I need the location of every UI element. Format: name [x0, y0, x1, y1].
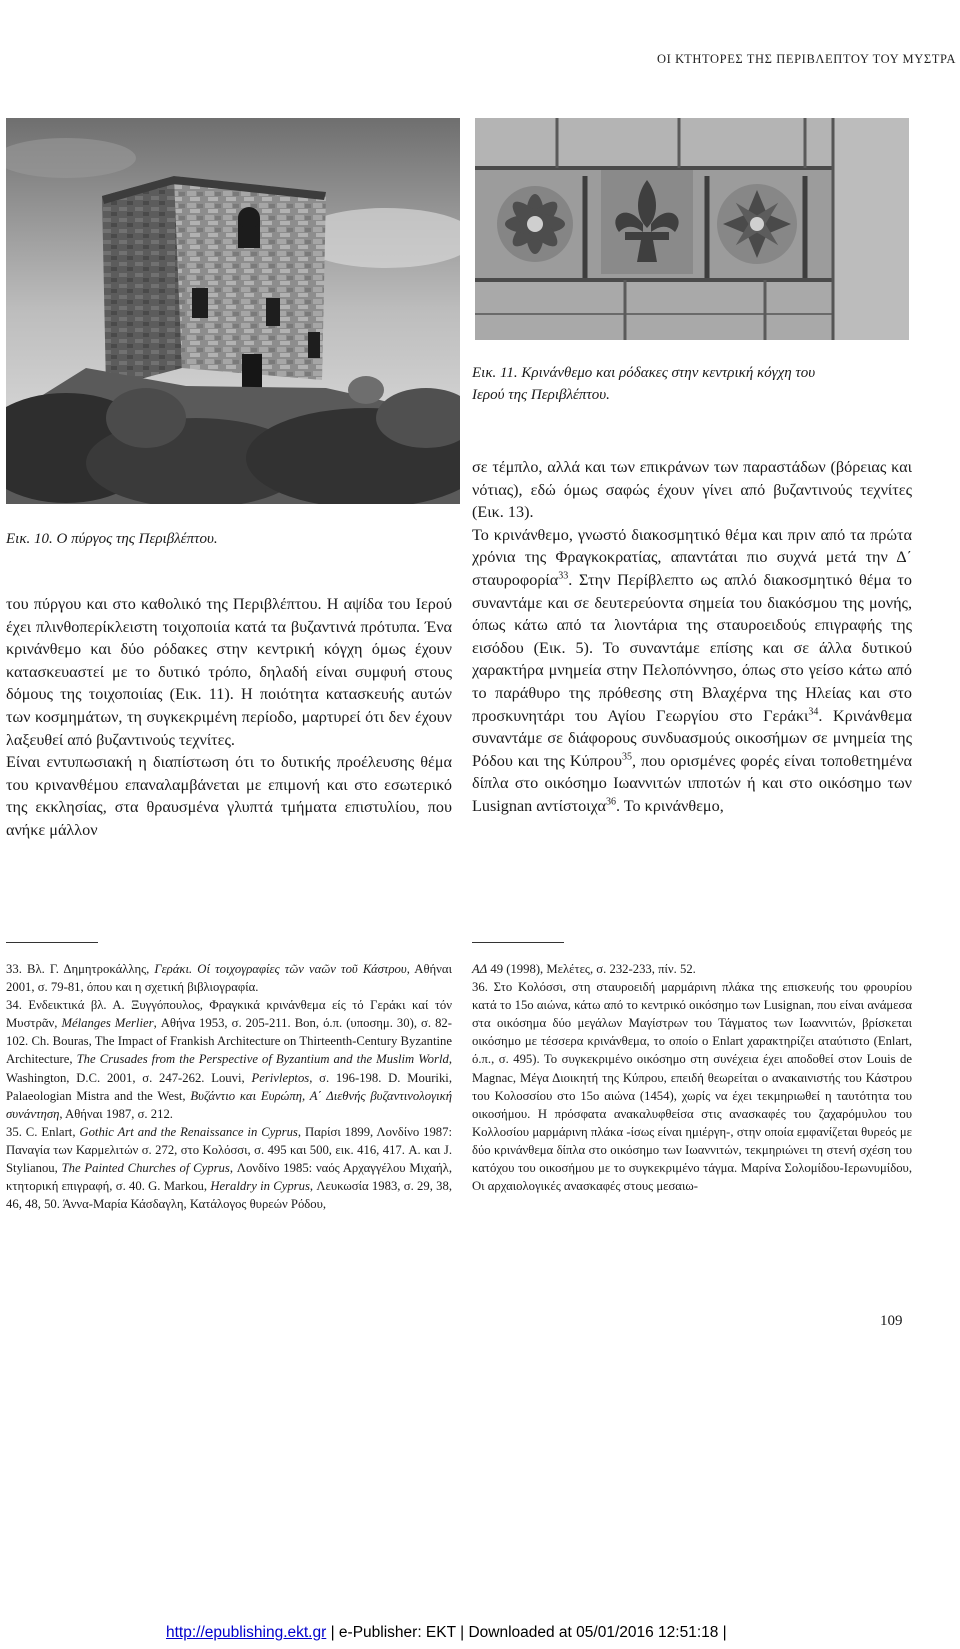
footnote-35-title-2: The Painted Churches of Cyprus: [61, 1161, 230, 1176]
right-paragraph-2c: . Κρινάνθεμα συναντάμε σε διάφορους συνδυασμούς οικοσήμων σε μνημεία της Ρόδου και της Κύπρου: [472, 706, 912, 770]
figure-11-caption-text: Κρινάνθεμο και ρόδακες στην κεντρική κόγχη του: [521, 365, 816, 381]
footnote-34-text-2: , Αθήνα 1953, σ. 205-211. Bon, ό.π. (υποσημ. 30), σ. 82-102. Ch. Bouras, The Impact of Frankish Architecture on Thirteenth-Century Byzantine Architecture,: [6, 1016, 453, 1067]
left-paragraph-2: Είναι εντυπωσιακή η διαπίστωση ότι το δυτικής προέλευσης θέμα του κρινανθέμου επαναλαμβάνεται με επιμονή και στο εσωτερικό της εκκλησίας, στα θραυσμένα γλυπτά τμήματα επιστυλίου, που ανήκε μάλλον: [6, 753, 452, 839]
page-number: 109: [880, 1313, 903, 1329]
figure-10-caption: [6, 528, 446, 550]
figure-10-label: Εικ. 10.: [6, 531, 53, 547]
right-paragraph-2b: . Στην Περίβλεπτο ως απλό διακοσμητικό θέμα το συναντάμε και σε δευτερεύοντα σημεία του διακόσμου της μονής, όπως κάτω από τα λιοντάρια της σταυροειδούς επιγραφής της εισόδου (Εικ. 5). Το συναντάμε επίσης και σε άλλα δυτικού χαρακτήρα μνημεία στην Πελοπόννησο, όπως στο γείσο κάτω από το παράθυρο της πρόθεσης στη Βλαχέρνα της Ηλείας και στο προσκυνητάρι του Αγίου Γεωργίου στο Γεράκι: [472, 570, 912, 725]
footnote-rule-right: [472, 942, 564, 943]
footnote-ref-36[interactable]: 36: [605, 796, 616, 808]
footnote-34-title-3: Perivleptos: [251, 1070, 310, 1085]
footnote-35: [6, 1123, 452, 1213]
footnote-34-text-4: , σ. 196-198. D. Mouriki, Palaeologian Mistra and the West,: [6, 1070, 452, 1103]
right-paragraph-2a: Το κρινάνθεμο, γνωστό διακοσμητικό θέμα και πριν από τα πρώτα χρόνια της Φραγκοκρατίας, απαντάται πιο συχνά μετά την Δ΄ σταυροφορία: [472, 525, 912, 589]
footnote-35-text-4: , Λευκωσία 1983, σ. 29, 38, 46, 48, 50. Άννα-Μαρία Κάσδαγλη, Κατάλογος θυρεών Ρόδου,: [6, 1179, 452, 1212]
footnote-35-title-3: Heraldry in Cyprus: [210, 1179, 310, 1194]
footnote-33-title: Γεράκι. Οί τοιχογραφίες τῶν ναῶν τοῦ Κάστρου: [154, 962, 407, 976]
figure-11-caption-text-2: Ιερού της Περιβλέπτου.: [472, 387, 610, 403]
left-column: [6, 593, 452, 842]
footnote-34-text-3: , Washington, D.C. 2001, σ. 247-262. Louvi,: [6, 1052, 452, 1085]
footnote-36: 36. Στο Κολόσσι, στη σταυροειδή μαρμάρινη πλάκα της επισκευής του φρουρίου κατά το 15ο αιώνα, κάτω από το κεντρικό οικόσημο των Lusignan, που είναι ανάμεσα στα οικόσημα δύο μεγάλων Μαγίστρων του Τάγματος των Ιωαννιτών, βρίσκεται οικόσημο με τέσσερα κρινάνθεμα, το οποίο ο Enlart χαρακτηρίζει αταύτιστο (Enlart, ό.π., σ. 495). Το συγκεκριμένο οικόσημο στη συνέχεια έχει αποδοθεί στον Louis de Magnac, Μέγα Διοικητή της Κύπρου, επειδή θεωρείται ο ανακαινιστής του Κάστρου του Κολοσσίου στο 15ο αιώνα (1454), χωρίς να έχει τεκμηριωθεί η ταυτότητα του οικοσήμου. Η πρόσφατα ανακαλυφθείσα στις ανασκαφές του ζαχαρόμυλου του Κολλοσίου μαρμάρινη πλάκα -ίσως είναι ημιέργη-, στην οποία εμφανίζεται θυρεός με δύο κρινάνθεμα δίπλα στο οικόσημο των Ιωαννιτών, τεκμηριώνει τη στενή σχέση του κατόχου του οικοσήμου με το συγκεκριμένο τάγμα. Μαρίνα Σολομίδου-Ιερωνυμίδου, Οι αρχαιολογικές ανασκαφές στους μεσαιω-: [472, 980, 912, 1194]
footnote-34-text-5: , Αθήναι 1987, σ. 212.: [59, 1106, 173, 1121]
footnote-34-title-1: Mélanges Merlier: [61, 1016, 154, 1031]
figure-10-caption-text: Ο πύργος της Περιβλέπτου.: [56, 531, 218, 547]
footnotes-right: [472, 960, 912, 1195]
tower-illustration: [6, 118, 460, 504]
right-paragraph-2e: . Το κρινάνθεμο,: [615, 796, 724, 815]
figure-11-label: Εικ. 11.: [472, 365, 518, 381]
footnote-33-text: 33. Βλ. Γ. Δημητροκάλλης,: [6, 962, 155, 976]
footnotes-left: [6, 960, 452, 1213]
download-footer: [166, 1624, 727, 1642]
right-column: [472, 456, 912, 818]
footnote-33: [6, 960, 452, 996]
footnote-35-text-3: , Λονδίνο 1985: ναός Αρχαγγέλου Μιχαήλ, κτητορική επιγραφή, σ. 40. G. Markou,: [6, 1161, 452, 1194]
footnote-35-journal: ΑΔ: [472, 962, 488, 976]
left-paragraph-1: του πύργου και στο καθολικό της Περιβλέπτου. Η αψίδα του Ιερού έχει πλινθοπερίκλειστη τοιχοποιία κατά τα βυζαντινά πρότυπα. Ένα κρινάνθεμο και δύο ρόδακες στην κεντρική κόγχη όμως έχουν κατασκευαστεί με το δυτικό τρόπο, δηλαδή είναι συμφυή στους δόμους της τοιχοποιίας (Εικ. 11). Η ποιότητα κατασκευής αυτών των κοσμημάτων, τη συγκεκριμένη περίοδο, μαρτυρεί ότι δεν έχουν λαξευθεί από βυζαντινούς τεχνίτες.: [6, 595, 452, 749]
footnote-35-continuation: [472, 960, 912, 978]
footnote-34-title-4: Βυζάντιο και Ευρώπη, Α΄ Διεθνής βυζαντινολογική συνάντηση: [6, 1088, 452, 1121]
epublishing-link[interactable]: http://epublishing.ekt.gr: [166, 1624, 327, 1641]
footnote-35-title-1: Gothic Art and the Renaissance in Cyprus: [79, 1124, 298, 1139]
figure-11-caption: [472, 362, 912, 406]
footnote-34: [6, 996, 452, 1123]
footnote-ref-33[interactable]: 33: [558, 570, 569, 582]
running-head: ΟΙ ΚΤΗΤΟΡΕΣ ΤΗΣ ΠΕΡΙΒΛΕΠΤΟΥ ΤΟΥ ΜΥΣΤΡΑ: [656, 52, 956, 66]
lily-rosettes-photo: [475, 118, 909, 340]
footer-info: | e-Publisher: EKT | Downloaded at 05/01/2016 12:51:18 |: [326, 1624, 727, 1641]
tower-photo: [6, 118, 460, 504]
footnote-35-continuation-text: 49 (1998), Μελέτες, σ. 232-233, πίν. 52.: [487, 962, 696, 976]
footnote-33-text-2: , Αθήναι 2001, σ. 79-81, όπου και η σχετική βιβλιογραφία.: [6, 962, 452, 995]
footnote-rule-left: [6, 942, 98, 943]
lily-rosettes-illustration: [475, 118, 909, 340]
right-paragraph-1: σε τέμπλο, αλλά και των επικράνων των παραστάδων (βόρειας και νότιας), εδώ όμως σαφώς έχουν γίνει από βυζαντινούς τεχνίτες (Εικ. 13).: [472, 458, 912, 522]
footnote-ref-34[interactable]: 34: [808, 706, 819, 718]
right-paragraph-2d: , που ορισμένες φορές είναι τοποθετημένα δίπλα στο οικόσημο Ιωαννιτών ιπποτών ή και στο οικόσημο των Lusignan αντίστοιχα: [472, 751, 912, 815]
footnote-34-text: 34. Ενδεικτικά βλ. Α. Ξυγγόπουλος, Φραγκικά κρινάνθεμα είς τό Γεράκι καί τόν Μυστρᾶν,: [6, 998, 452, 1031]
footnote-35-text-2: , Παρίσι 1899, Λονδίνο 1987: Παναγία των Καρμελιτών σ. 272, στο Κολόσσι, σ. 495 και 500, εικ. 416, 417. A. και J. Stylianou,: [6, 1124, 452, 1176]
right-paragraph-2: [472, 524, 912, 818]
footnote-35-text: 35. C. Enlart,: [6, 1124, 80, 1139]
footnote-34-title-2: The Crusades from the Perspective of Byzantium and the Muslim World: [76, 1052, 449, 1067]
footnote-ref-35[interactable]: 35: [621, 751, 632, 763]
